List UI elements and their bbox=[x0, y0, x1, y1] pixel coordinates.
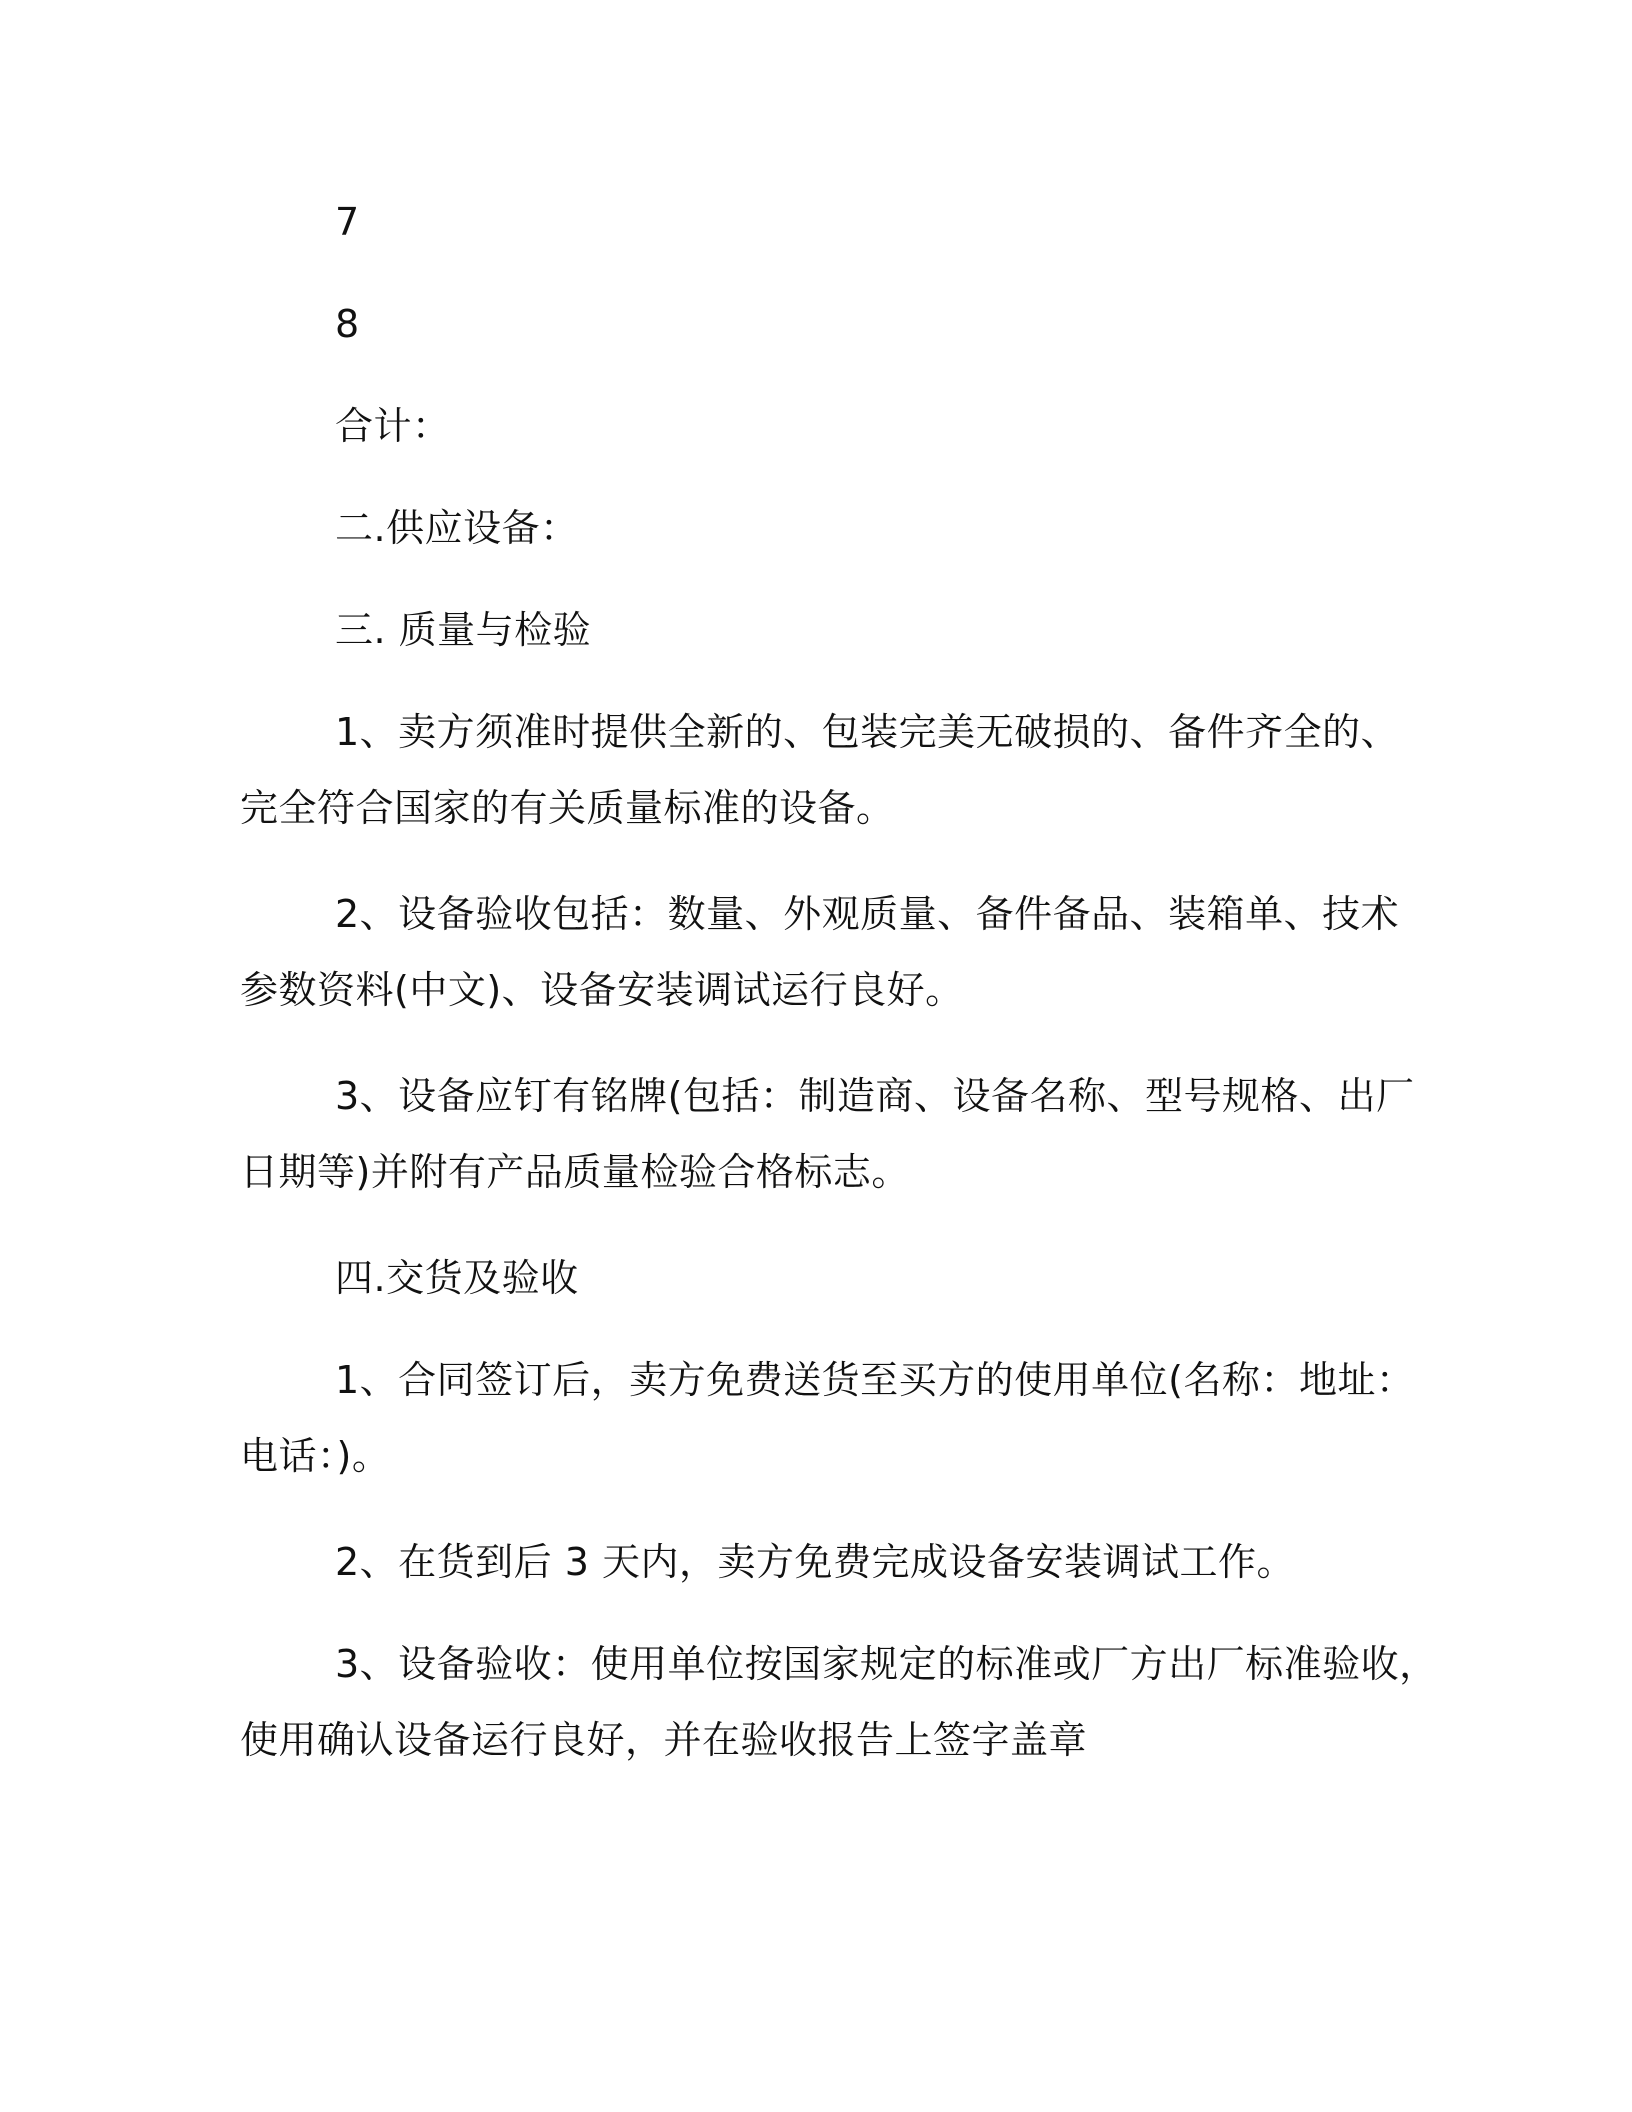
delivery-clause-1-line-1: 1、合同签订后，卖方免费送货至买方的使用单位(名称：地址： bbox=[335, 1358, 1415, 1402]
section-heading-supply-equipment: 二.供应设备： bbox=[335, 506, 579, 550]
section-heading-delivery-acceptance: 四.交货及验收 bbox=[335, 1256, 579, 1300]
quality-clause-1-line-2: 完全符合国家的有关质量标准的设备。 bbox=[240, 786, 895, 830]
delivery-clause-2: 2、在货到后 3 天内，卖方免费完成设备安装调试工作。 bbox=[335, 1540, 1296, 1584]
row-number-7: 7 bbox=[335, 200, 360, 244]
total-label: 合计： bbox=[335, 404, 451, 448]
quality-clause-2-line-1: 2、设备验收包括：数量、外观质量、备件备品、装箱单、技术 bbox=[335, 892, 1400, 936]
quality-clause-2-line-2: 参数资料(中文)、设备安装调试运行良好。 bbox=[240, 968, 964, 1012]
delivery-clause-3-line-1: 3、设备验收：使用单位按国家规定的标准或厂方出厂标准验收， bbox=[335, 1642, 1438, 1686]
delivery-clause-1-line-2: 电话：)。 bbox=[240, 1434, 391, 1478]
delivery-clause-3-line-2: 使用确认设备运行良好，并在验收报告上签字盖章 bbox=[240, 1718, 1088, 1762]
quality-clause-3-line-2: 日期等)并附有产品质量检验合格标志。 bbox=[240, 1150, 910, 1194]
row-number-8: 8 bbox=[335, 302, 360, 346]
section-heading-quality-inspection: 三. 质量与检验 bbox=[335, 608, 592, 652]
quality-clause-3-line-1: 3、设备应钉有铭牌(包括：制造商、设备名称、型号规格、出厂 bbox=[335, 1074, 1415, 1118]
quality-clause-1-line-1: 1、卖方须准时提供全新的、包装完美无破损的、备件齐全的、 bbox=[335, 710, 1400, 754]
